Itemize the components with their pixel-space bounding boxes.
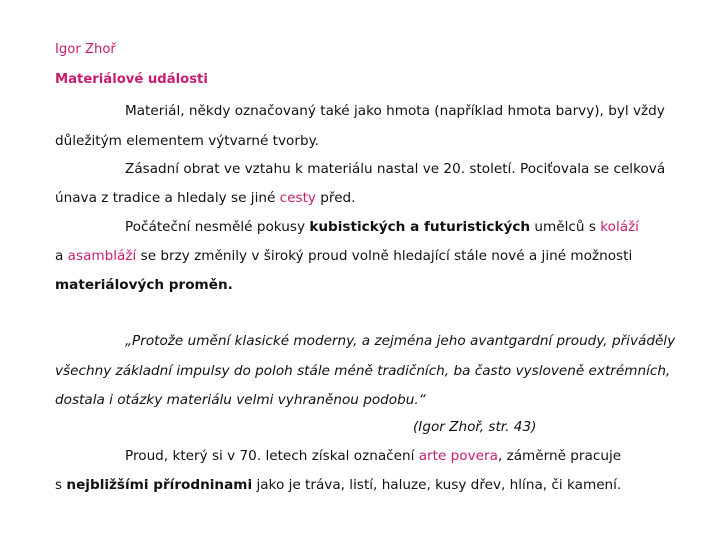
paragraph-1-line-2: důležitým elementem výtvarné tvorby. [55, 133, 319, 149]
quote-line-3: dostala i otázky materiálu velmi vyhraněnou podobu.“ [55, 392, 426, 408]
page-title: Materiálové události [55, 72, 208, 87]
quote-citation: (Igor Zhoř, str. 43) [413, 419, 537, 435]
link-kolazi[interactable]: koláží [600, 219, 639, 235]
paragraph-2-line-1: Zásadní obrat ve vztahu k materiálu nastal ve 20. století. Pociťovala se celková [125, 161, 666, 177]
paragraph-3-line-1 [125, 219, 639, 235]
author-name: Igor Zhoř [55, 42, 116, 57]
paragraph-4-line-2 [55, 477, 621, 493]
bold-term: nejbližšími přírodninami [66, 477, 253, 493]
text-segment: únava z tradice a hledaly se jiné [55, 190, 280, 206]
text-segment: jako je tráva, listí, haluze, kusy dřev, hlína, či kamení. [252, 477, 622, 493]
paragraph-4-line-1 [125, 448, 621, 464]
paragraph-1-line-1: Materiál, někdy označovaný také jako hmota (například hmota barvy), byl vždy [125, 103, 665, 119]
text-segment: Počáteční nesmělé pokusy [125, 219, 310, 235]
quote-line-1: „Protože umění klasické moderny, a zejména jeho avantgardní proudy, přiváděly [125, 333, 676, 349]
text-segment: , záměrně pracuje [497, 448, 622, 464]
text-segment: se brzy změnily v široký proud volně hledající stále nové a jiné možnosti [136, 248, 633, 264]
link-cesty[interactable]: cesty [279, 190, 316, 206]
text-segment: s [55, 477, 67, 493]
text-segment: a [55, 248, 68, 264]
quote-line-2: všechny základní impulsy do poloh stále méně tradičních, ba často vysloveně extrémních, [55, 363, 671, 379]
link-asamblazi[interactable]: asambláží [67, 248, 137, 264]
text-segment: umělců s [530, 219, 601, 235]
link-arte-povera[interactable]: arte povera [418, 448, 498, 464]
paragraph-2-line-2 [55, 190, 356, 206]
bold-term: kubistických a futuristických [309, 219, 531, 235]
paragraph-3-line-3: materiálových proměn. [55, 277, 233, 293]
text-segment: před. [315, 190, 356, 206]
text-segment: Proud, který si v 70. letech získal označení [125, 448, 419, 464]
paragraph-3-line-2 [55, 248, 632, 264]
